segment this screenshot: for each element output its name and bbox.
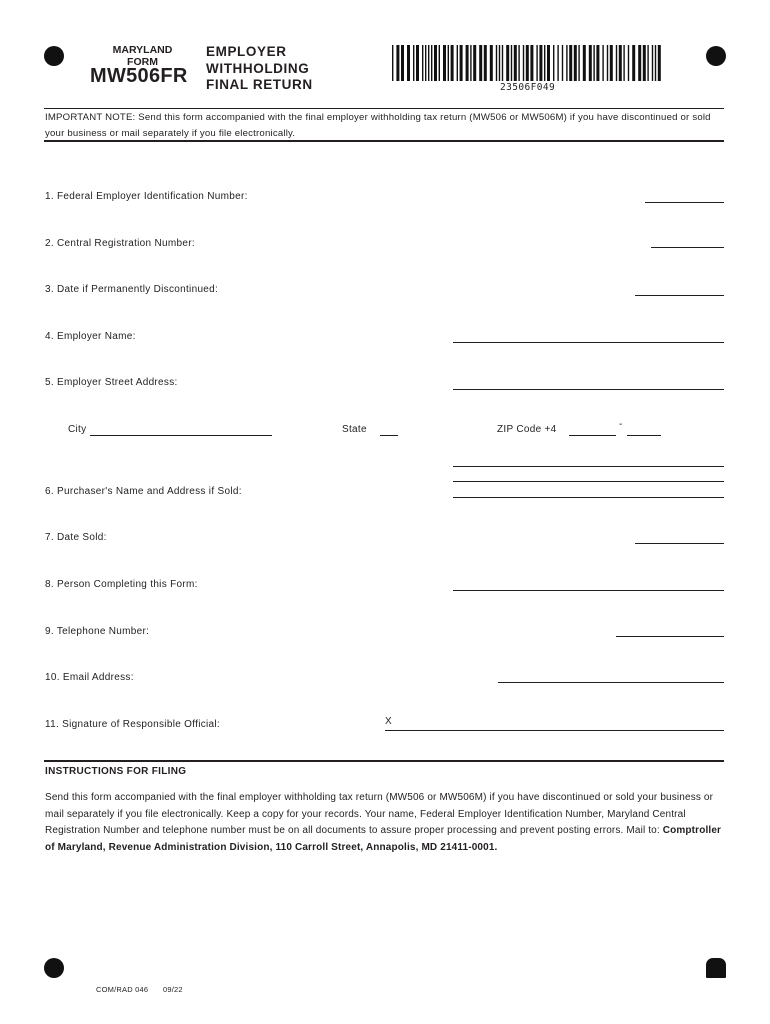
city-input-line[interactable] bbox=[90, 435, 272, 436]
barcode-bar bbox=[496, 45, 497, 81]
barcode-bar bbox=[643, 45, 646, 81]
fein-input-line[interactable] bbox=[645, 202, 724, 203]
barcode bbox=[390, 45, 665, 81]
barcode-bar bbox=[401, 45, 404, 81]
barcode-bar bbox=[490, 45, 493, 81]
barcode-bar bbox=[562, 45, 563, 81]
state-input-line[interactable] bbox=[380, 435, 398, 436]
field-label-zip: ZIP Code +4 bbox=[497, 424, 557, 435]
form-code: COM/RAD 046 bbox=[96, 985, 149, 994]
barcode-bar bbox=[499, 45, 500, 81]
barcode-bar bbox=[443, 45, 446, 81]
form-number: MW506FR bbox=[90, 65, 188, 87]
barcode-bar bbox=[616, 45, 617, 81]
barcode-bar bbox=[523, 45, 524, 81]
barcode-bar bbox=[416, 45, 419, 81]
barcode-bar bbox=[451, 45, 454, 81]
instructions-top-rule bbox=[44, 760, 724, 762]
barcode-bar bbox=[439, 45, 440, 81]
barcode-bar bbox=[506, 45, 509, 81]
field-label-date-discontinued: 3. Date if Permanently Discontinued: bbox=[45, 284, 219, 295]
barcode-bar bbox=[457, 45, 458, 81]
purchaser-input-line-1[interactable] bbox=[453, 466, 724, 467]
barcode-bar bbox=[610, 45, 613, 81]
purchaser-input-line-3[interactable] bbox=[453, 497, 724, 498]
field-label-state: State bbox=[342, 424, 367, 435]
barcode-bar bbox=[602, 45, 603, 81]
barcode-bar bbox=[557, 45, 558, 81]
barcode-bars bbox=[390, 45, 665, 81]
barcode-bar bbox=[526, 45, 529, 81]
barcode-bar bbox=[596, 45, 599, 81]
form-word-label: FORM bbox=[127, 56, 158, 68]
barcode-bar bbox=[583, 45, 586, 81]
field-label-person-completing: 8. Person Completing this Form: bbox=[45, 579, 198, 590]
barcode-bar bbox=[413, 45, 414, 81]
telephone-input-line[interactable] bbox=[616, 636, 724, 637]
signature-x-mark: X bbox=[385, 716, 392, 727]
barcode-number: 23506F049 bbox=[500, 82, 556, 93]
instructions-text: Send this form accompanied with the final employer withholding tax return (MW506 or MW506M) if you have discontinued or sold your business or mail separately if you file electronically. Keep a copy for your records. Your name, Federal Employer Identification Number, Maryland Central Registration Number and telephone number must be on all documents to assure proper processing and prevent posting errors. Mail to: bbox=[45, 792, 714, 836]
field-label-date-sold: 7. Date Sold: bbox=[45, 532, 107, 543]
registration-mark-bottom-right bbox=[706, 958, 726, 978]
barcode-bar bbox=[547, 45, 550, 81]
field-label-employer-name: 4. Employer Name: bbox=[45, 331, 136, 342]
instructions-heading: INSTRUCTIONS FOR FILING bbox=[45, 766, 187, 777]
zip-input-line[interactable] bbox=[569, 435, 616, 436]
state-label: MARYLAND bbox=[112, 44, 173, 56]
date-discontinued-input-line[interactable] bbox=[635, 295, 724, 296]
field-label-fein: 1. Federal Employer Identification Number: bbox=[45, 191, 248, 202]
form-title-line-3: FINAL RETURN bbox=[206, 77, 313, 92]
employer-name-input-line[interactable] bbox=[453, 342, 724, 343]
barcode-bar bbox=[473, 45, 476, 81]
barcode-bar bbox=[530, 45, 533, 81]
important-note: IMPORTANT NOTE: Send this form accompanied with the final employer withholding tax return (MW506 or MW506M) if you have discontinued or sold your business or mail separately if you file electronically. bbox=[45, 112, 711, 139]
barcode-bar bbox=[628, 45, 629, 81]
barcode-bar bbox=[652, 45, 653, 81]
barcode-bar bbox=[593, 45, 594, 81]
barcode-bar bbox=[589, 45, 592, 81]
barcode-bar bbox=[655, 45, 656, 81]
barcode-bar bbox=[647, 45, 648, 81]
field-label-street-address: 5. Employer Street Address: bbox=[45, 377, 178, 388]
barcode-bar bbox=[460, 45, 463, 81]
form-title bbox=[206, 44, 313, 94]
email-input-line[interactable] bbox=[498, 682, 724, 683]
note-top-rule bbox=[44, 108, 724, 109]
barcode-bar bbox=[448, 45, 449, 81]
barcode-bar bbox=[514, 45, 517, 81]
barcode-bar bbox=[578, 45, 579, 81]
barcode-bar bbox=[569, 45, 572, 81]
barcode-bar bbox=[479, 45, 482, 81]
barcode-bar bbox=[434, 45, 437, 81]
mailing-address: Comptroller of Maryland, Revenue Administration Division, 110 Carroll Street, Annapolis, MD 21411-0001. bbox=[45, 825, 722, 853]
form-title-line-2: WITHHOLDING bbox=[206, 60, 310, 76]
barcode-bar bbox=[566, 45, 567, 81]
signature-input-line[interactable] bbox=[385, 730, 724, 731]
barcode-bar bbox=[536, 45, 537, 81]
field-label-signature: 11. Signature of Responsible Official: bbox=[45, 719, 221, 730]
barcode-bar bbox=[607, 45, 608, 81]
form-title-line-1: EMPLOYER bbox=[206, 44, 287, 59]
barcode-bar bbox=[392, 45, 393, 81]
barcode-bar bbox=[425, 45, 426, 81]
barcode-bar bbox=[502, 45, 503, 81]
barcode-bar bbox=[428, 45, 429, 81]
field-label-city: City bbox=[68, 424, 87, 435]
barcode-bar bbox=[422, 45, 423, 81]
street-address-input-line[interactable] bbox=[453, 389, 724, 390]
barcode-bar bbox=[539, 45, 542, 81]
barcode-bar bbox=[619, 45, 622, 81]
barcode-bar bbox=[470, 45, 471, 81]
barcode-bar bbox=[658, 45, 661, 81]
field-label-purchaser: 6. Purchaser's Name and Address if Sold: bbox=[45, 486, 242, 497]
field-label-email: 10. Email Address: bbox=[45, 672, 134, 683]
note-bottom-rule bbox=[44, 140, 724, 142]
registration-mark-top-right bbox=[706, 46, 726, 66]
barcode-bar bbox=[544, 45, 545, 81]
central-registration-input-line[interactable] bbox=[651, 247, 724, 248]
barcode-bar bbox=[511, 45, 512, 81]
form-revision-date: 09/22 bbox=[163, 985, 183, 994]
registration-mark-top-left bbox=[44, 46, 64, 66]
zip-dash: - bbox=[619, 419, 623, 430]
barcode-bar bbox=[466, 45, 469, 81]
barcode-bar bbox=[632, 45, 635, 81]
barcode-bar bbox=[484, 45, 487, 81]
registration-mark-bottom-left bbox=[44, 958, 64, 978]
barcode-bar bbox=[623, 45, 624, 81]
barcode-bar bbox=[431, 45, 432, 81]
zip-plus4-input-line[interactable] bbox=[627, 435, 661, 436]
field-label-telephone: 9. Telephone Number: bbox=[45, 626, 150, 637]
date-sold-input-line[interactable] bbox=[635, 543, 724, 544]
instructions-body bbox=[45, 790, 723, 856]
barcode-bar bbox=[638, 45, 641, 81]
barcode-bar bbox=[553, 45, 554, 81]
barcode-bar bbox=[407, 45, 410, 81]
barcode-bar bbox=[574, 45, 577, 81]
person-completing-input-line[interactable] bbox=[453, 590, 724, 591]
field-label-central-registration: 2. Central Registration Number: bbox=[45, 238, 195, 249]
purchaser-input-line-2[interactable] bbox=[453, 481, 724, 482]
barcode-bar bbox=[396, 45, 399, 81]
barcode-bar bbox=[518, 45, 519, 81]
